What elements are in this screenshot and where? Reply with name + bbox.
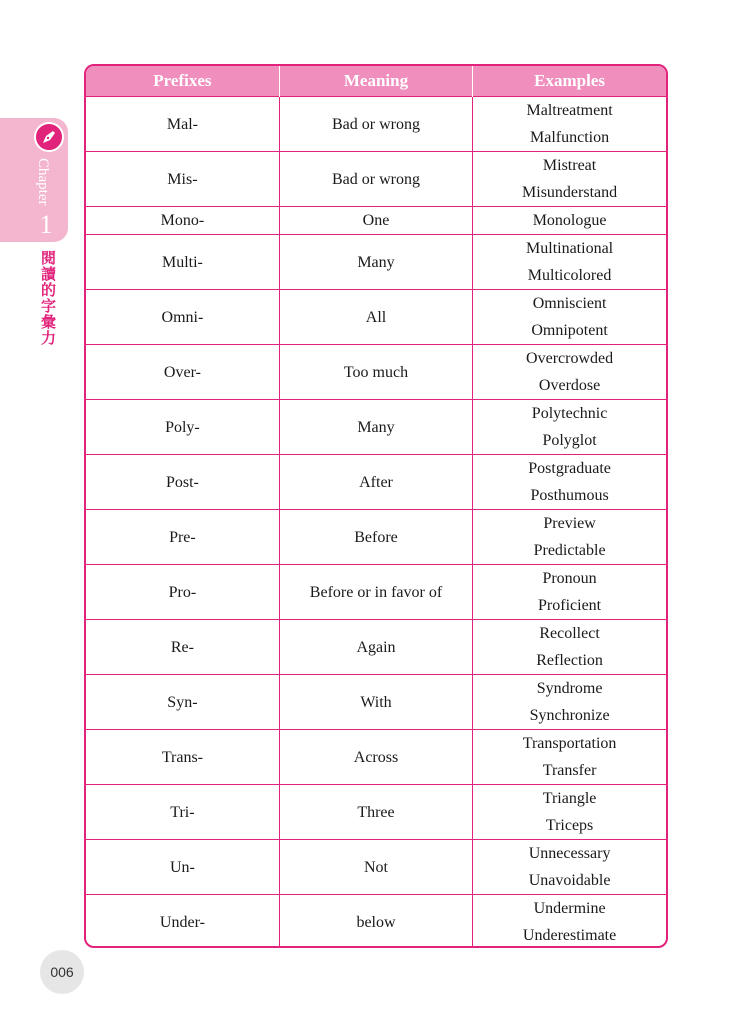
examples-cell [473, 152, 666, 207]
table-header-row [86, 66, 666, 97]
example-word: Postgraduate [528, 460, 611, 477]
table-row [86, 565, 666, 620]
example-word: Unnecessary [528, 845, 611, 862]
prefix-cell: Multi- [86, 235, 279, 290]
examples-cell [473, 730, 666, 785]
meaning-cell: One [279, 207, 472, 235]
example-word: Omniscient [532, 295, 607, 312]
example-word: Mistreat [542, 157, 597, 174]
examples-cell [473, 840, 666, 895]
meaning-cell: After [279, 455, 472, 510]
table-row [86, 152, 666, 207]
table-row [86, 207, 666, 235]
example-word: Polyglot [542, 432, 597, 449]
meaning-cell: Three [279, 785, 472, 840]
example-word: Synchronize [529, 707, 610, 724]
examples-cell [473, 345, 666, 400]
example-word: Unavoidable [528, 872, 611, 889]
meaning-cell: below [279, 895, 472, 949]
example-word: Recollect [539, 625, 600, 642]
examples-cell [473, 785, 666, 840]
example-word: Underestimate [522, 927, 617, 944]
table-row [86, 290, 666, 345]
example-word: Posthumous [530, 487, 609, 504]
chapter-label: Chapter [35, 158, 51, 206]
table-row [86, 840, 666, 895]
example-word: Proficient [538, 597, 602, 614]
example-word: Syndrome [536, 680, 603, 697]
prefix-cell: Omni- [86, 290, 279, 345]
header-prefixes: Prefixes [86, 66, 279, 97]
example-word: Multinational [526, 240, 614, 257]
example-word: Transportation [522, 735, 617, 752]
chapter-number: 1 [39, 210, 53, 239]
example-word: Triceps [545, 817, 594, 834]
prefix-cell: Pro- [86, 565, 279, 620]
example-word: Maltreatment [526, 102, 613, 119]
example-word: Reflection [536, 652, 603, 669]
table-row [86, 345, 666, 400]
prefix-cell: Mono- [86, 207, 279, 235]
chapter-title: 閱讀的字彙力 [39, 250, 57, 346]
meaning-cell: Before [279, 510, 472, 565]
table-row [86, 675, 666, 730]
examples-cell [473, 97, 666, 152]
table-row [86, 455, 666, 510]
table-row [86, 785, 666, 840]
table-row [86, 730, 666, 785]
examples-cell [473, 510, 666, 565]
prefix-cell: Re- [86, 620, 279, 675]
prefix-cell: Over- [86, 345, 279, 400]
prefix-cell: Tri- [86, 785, 279, 840]
header-meaning: Meaning [279, 66, 472, 97]
pen-nib-icon [34, 122, 64, 152]
examples-cell [473, 565, 666, 620]
prefix-cell: Mal- [86, 97, 279, 152]
examples-cell [473, 620, 666, 675]
table-row [86, 895, 666, 949]
page-number: 006 [40, 950, 84, 994]
table-row [86, 620, 666, 675]
meaning-cell: All [279, 290, 472, 345]
example-word: Overdose [538, 377, 601, 394]
meaning-cell: Many [279, 235, 472, 290]
example-word: Misunderstand [522, 184, 618, 201]
example-word: Omnipotent [531, 322, 608, 339]
examples-cell [473, 207, 666, 235]
example-word: Polytechnic [531, 405, 608, 422]
meaning-cell: Not [279, 840, 472, 895]
prefix-cell: Under- [86, 895, 279, 949]
example-word: Triangle [542, 790, 597, 807]
meaning-cell: Bad or wrong [279, 97, 472, 152]
example-word: Transfer [542, 762, 597, 779]
meaning-cell: With [279, 675, 472, 730]
prefix-cell: Post- [86, 455, 279, 510]
examples-cell [473, 455, 666, 510]
table-row [86, 97, 666, 152]
table-row [86, 235, 666, 290]
example-word: Undermine [533, 900, 606, 917]
example-word: Malfunction [530, 129, 610, 146]
examples-cell [473, 895, 666, 949]
prefix-table [84, 64, 668, 948]
example-word: Monologue [532, 212, 607, 229]
example-word: Preview [543, 515, 596, 532]
examples-cell [473, 400, 666, 455]
examples-cell [473, 290, 666, 345]
example-word: Multicolored [527, 267, 612, 284]
prefix-cell: Trans- [86, 730, 279, 785]
table-row [86, 400, 666, 455]
meaning-cell: Before or in favor of [279, 565, 472, 620]
examples-cell [473, 675, 666, 730]
meaning-cell: Bad or wrong [279, 152, 472, 207]
prefix-cell: Pre- [86, 510, 279, 565]
prefix-cell: Poly- [86, 400, 279, 455]
examples-cell [473, 235, 666, 290]
meaning-cell: Many [279, 400, 472, 455]
example-word: Predictable [533, 542, 606, 559]
prefix-cell: Mis- [86, 152, 279, 207]
example-word: Overcrowded [526, 350, 614, 367]
meaning-cell: Again [279, 620, 472, 675]
meaning-cell: Too much [279, 345, 472, 400]
table-row [86, 510, 666, 565]
example-word: Pronoun [542, 570, 597, 587]
header-examples: Examples [473, 66, 666, 97]
meaning-cell: Across [279, 730, 472, 785]
prefix-cell: Syn- [86, 675, 279, 730]
prefix-cell: Un- [86, 840, 279, 895]
